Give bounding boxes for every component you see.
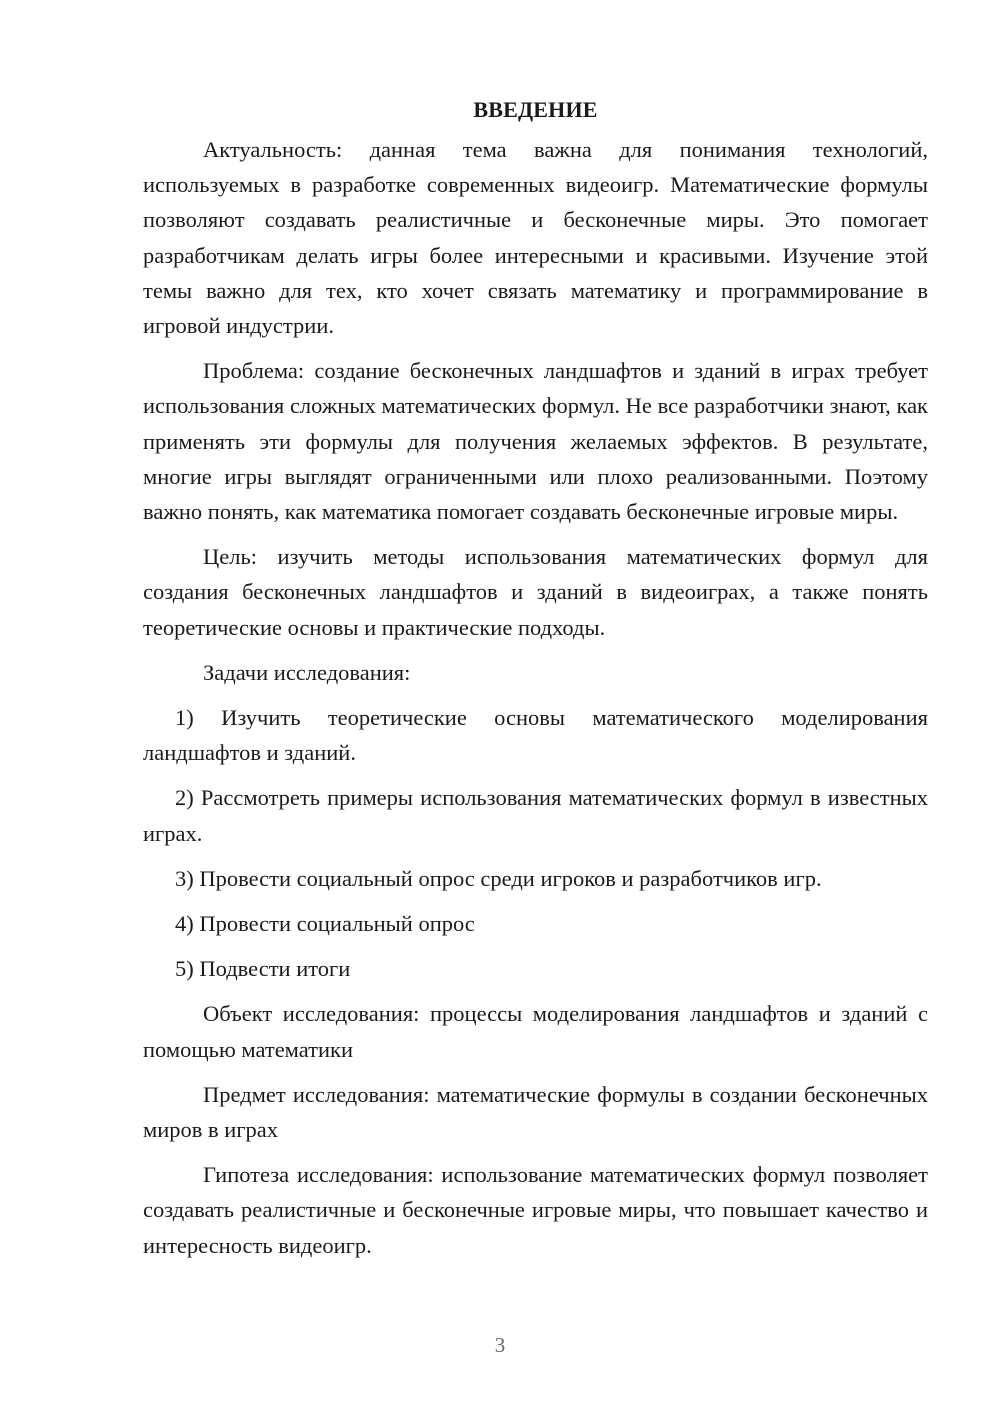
document-page	[143, 92, 928, 1263]
task-item-2: 2) Рассмотреть примеры использования математических формул в известных играх.	[143, 785, 928, 846]
goal-paragraph: Цель: изучить методы использования математических формул для создания бесконечных ландшафтов и зданий в видеоиграх, а также понять теоретические основы и практические подходы.	[143, 544, 928, 640]
task-item-1: 1) Изучить теоретические основы математического моделирования ландшафтов и зданий.	[143, 705, 928, 766]
page-number: 3	[494, 1333, 506, 1357]
task-item-4: 4) Провести социальный опрос	[175, 911, 475, 937]
tasks-heading: Задачи исследования:	[203, 659, 411, 685]
relevance-paragraph: Актуальность: данная тема важна для понимания технологий, используемых в разработке современных видеоигр. Математические формулы позволяют создавать реалистичные и бесконечные миры. Это помогает разработчикам делать игры более интересными и красивыми. Изучение этой темы важно для тех, кто хочет связать математику и программирование в игровой индустрии.	[143, 137, 928, 339]
subject-paragraph: Предмет исследования: математические формулы в создании бесконечных миров в играх	[143, 1081, 928, 1143]
task-item-3: 3) Провести социальный опрос среди игроков и разработчиков игр.	[175, 865, 822, 891]
hypothesis-paragraph: Гипотеза исследования: использование математических формул позволяет создавать реалистичные и бесконечные игровые миры, что повышает качество и интересность видеоигр.	[143, 1162, 928, 1258]
task-item-5: 5) Подвести итоги	[175, 956, 351, 982]
problem-paragraph: Проблема: создание бесконечных ландшафтов и зданий в играх требует использования сложных математических формул. Не все разработчики знают, как применять эти формулы для получения желаемых эффектов. В результате, многие игры выглядят ограниченными или плохо реализованными. Поэтому важно понять, как математика помогает создавать бесконечные игровые миры.	[143, 358, 928, 525]
object-paragraph: Объект исследования: процессы моделирования ландшафтов и зданий с помощью математики	[143, 1001, 928, 1062]
page-title: ВВЕДЕНИЕ	[473, 97, 598, 122]
